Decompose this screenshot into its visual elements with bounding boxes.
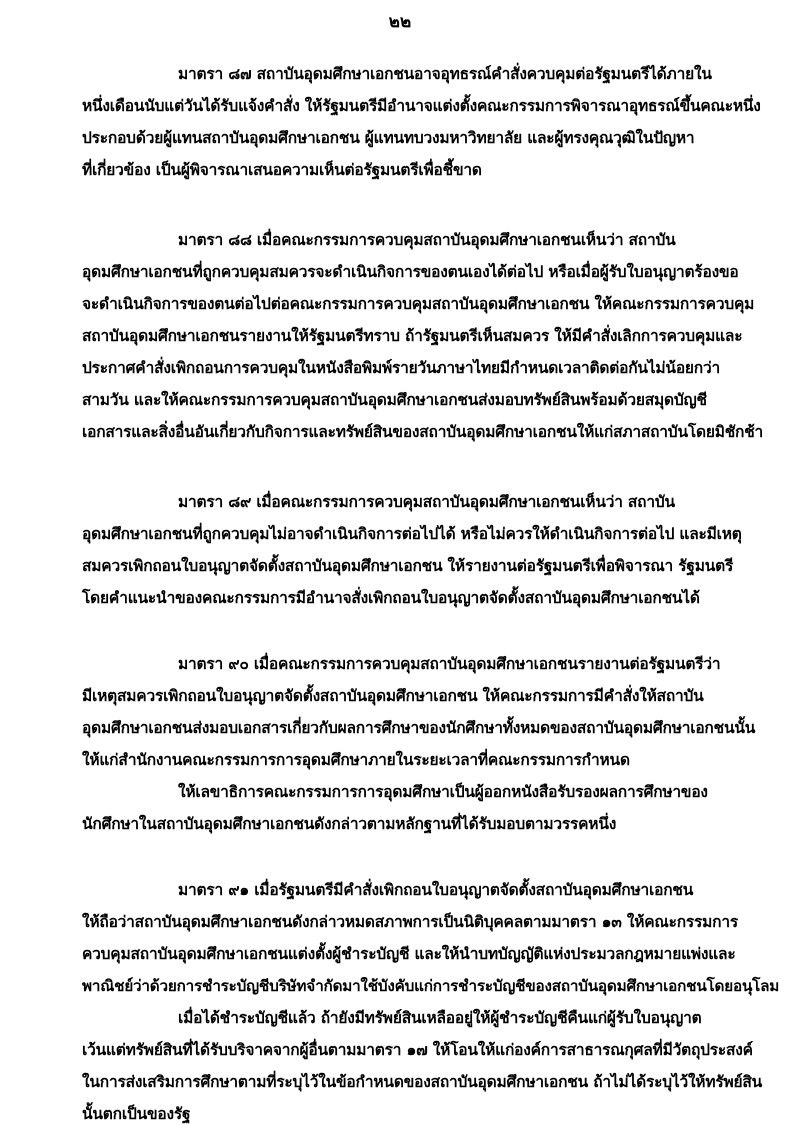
section-89-line-2: อุดมศึกษาเอกชนที่ถูกควบคุมไม่อาจดำเนินกิจการต่อไปได้ หรือไม่ควรให้ดำเนินกิจการต่อไป และมีเหตุ bbox=[82, 524, 742, 543]
section-90-line-1: มาตรา ๙๐ เมื่อคณะกรรมการควบคุมสถาบันอุดมศึกษาเอกชนรายงานต่อรัฐมนตรีว่า bbox=[178, 654, 721, 673]
section-90-line-2: มีเหตุสมควรเพิกถอนใบอนุญาตจัดตั้งสถาบันอุดมศึกษาเอกชน ให้คณะกรรมการมีคำสั่งให้สถาบัน bbox=[82, 686, 704, 705]
section-91-line-2: ให้ถือว่าสถาบันอุดมศึกษาเอกชนดังกล่าวหมดสภาพการเป็นนิติบุคคลตามมาตรา ๑๓ ให้คณะกรรมการ bbox=[82, 912, 738, 931]
section-88-line-4: สถาบันอุดมศึกษาเอกชนรายงานให้รัฐมนตรีทราบ ถ้ารัฐมนตรีเห็นสมควร ให้มีคำสั่งเลิกการควบคุมและ bbox=[82, 326, 743, 345]
section-89-line-1: มาตรา ๘๙ เมื่อคณะกรรมการควบคุมสถาบันอุดมศึกษาเอกชนเห็นว่า สถาบัน bbox=[178, 492, 675, 511]
section-91-line-1: มาตรา ๙๑ เมื่อรัฐมนตรีมีคำสั่งเพิกถอนใบอนุญาตจัดตั้งสถาบันอุดมศึกษาเอกชน bbox=[178, 880, 694, 899]
section-87-line-3: ประกอบด้วยผู้แทนสถาบันอุดมศึกษาเอกชน ผู้แทนทบวงมหาวิทยาลัย และผู้ทรงคุณวุฒิในปัญหา bbox=[82, 128, 695, 147]
section-88-line-2: อุดมศึกษาเอกชนที่ถูกควบคุมสมควรจะดำเนินกิจการของตนเองได้ต่อไป หรือเมื่อผู้รับใบอนุญาตร้องขอ bbox=[82, 262, 739, 281]
section-87-line-4: ที่เกี่ยวข้อง เป็นผู้พิจารณาเสนอความเห็นต่อรัฐมนตรีเพื่อชี้ขาด bbox=[82, 160, 482, 179]
section-90-line-3: อุดมศึกษาเอกชนส่งมอบเอกสารเกี่ยวกับผลการศึกษาของนักศึกษาทั้งหมดของสถาบันอุดมศึกษาเอกชนนั้น bbox=[82, 718, 756, 737]
section-88-line-1: มาตรา ๘๘ เมื่อคณะกรรมการควบคุมสถาบันอุดมศึกษาเอกชนเห็นว่า สถาบัน bbox=[178, 230, 676, 249]
section-90-line-5: ให้เลขาธิการคณะกรรมการการอุดมศึกษาเป็นผู้ออกหนังสือรับรองผลการศึกษาของ bbox=[178, 782, 708, 801]
section-87-line-2: หนึ่งเดือนนับแต่วันได้รับแจ้งคำสั่ง ให้รัฐมนตรีมีอำนาจแต่งตั้งคณะกรรมการพิจารณาอุทธรณ์ขึ้นคณะหนึ่ง bbox=[82, 96, 761, 115]
section-91-line-7: ในการส่งเสริมการศึกษาตามที่ระบุไว้ในข้อกำหนดของสถาบันอุดมศึกษาเอกชน ถ้าไม่ได้ระบุไว้ให้ทรัพย์สิน bbox=[82, 1072, 763, 1091]
section-87-line-1: มาตรา ๘๗ สถาบันอุดมศึกษาเอกชนอาจอุทธรณ์คำสั่งควบคุมต่อรัฐมนตรีได้ภายใน bbox=[178, 64, 712, 83]
section-89-line-4: โดยคำแนะนำของคณะกรรมการมีอำนาจสั่งเพิกถอนใบอนุญาตจัดตั้งสถาบันอุดมศึกษาเอกชนได้ bbox=[82, 588, 700, 607]
section-91-line-5: เมื่อได้ชำระบัญชีแล้ว ถ้ายังมีทรัพย์สินเหลืออยู่ให้ผู้ชำระบัญชีคืนแก่ผู้รับใบอนุญาต bbox=[178, 1008, 702, 1027]
section-88-line-5: ประกาศคำสั่งเพิกถอนการควบคุมในหนังสือพิมพ์รายวันภาษาไทยมีกำหนดเวลาติดต่อกันไม่น้อยกว่า bbox=[82, 358, 720, 377]
section-91-line-3: ควบคุมสถาบันอุดมศึกษาเอกชนแต่งตั้งผู้ชำระบัญชี และให้นำบทบัญญัติแห่งประมวลกฎหมายแพ่งและ bbox=[82, 944, 736, 963]
section-88-line-3: จะดำเนินกิจการของตนต่อไปต่อคณะกรรมการควบคุมสถาบันอุดมศึกษาเอกชน ให้คณะกรรมการควบคุม bbox=[82, 294, 755, 313]
section-88-line-6: สามวัน และให้คณะกรรมการควบคุมสถาบันอุดมศึกษาเอกชนส่งมอบทรัพย์สินพร้อมด้วยสมุดบัญชี bbox=[82, 390, 707, 409]
section-88-line-7: เอกสารและสิ่งอื่นอันเกี่ยวกับกิจการและทรัพย์สินของสถาบันอุดมศึกษาเอกชนให้แก่สภาสถาบันโดยมิชักช้า bbox=[82, 422, 764, 441]
section-89-line-3: สมควรเพิกถอนใบอนุญาตจัดตั้งสถาบันอุดมศึกษาเอกชน ให้รายงานต่อรัฐมนตรีเพื่อพิจารณา รัฐมนตรี bbox=[82, 556, 734, 575]
section-91-line-4: พาณิชย์ว่าด้วยการชำระบัญชีบริษัทจำกัดมาใช้บังคับแก่การชำระบัญชีของสถาบันอุดมศึกษาเอกชนโดยอนุโลม bbox=[82, 977, 780, 995]
section-91-line-8: นั้นตกเป็นของรัฐ bbox=[82, 1104, 191, 1123]
section-90-line-6: นักศึกษาในสถาบันอุดมศึกษาเอกชนดังกล่าวตามหลักฐานที่ได้รับมอบตามวรรคหนึ่ง bbox=[82, 814, 617, 833]
section-90-line-4: ให้แก่สำนักงานคณะกรรมการการอุดมศึกษาภายในระยะเวลาที่คณะกรรมการกำหนด bbox=[82, 750, 630, 769]
section-91-line-6: เว้นแต่ทรัพย์สินที่ได้รับบริจาคจากผู้อื่นตามมาตรา ๑๗ ให้โอนให้แก่องค์การสาธารณกุศลที่มีวัตถุประสงค์ bbox=[82, 1040, 753, 1059]
page-number: ๒๒ bbox=[388, 12, 412, 32]
